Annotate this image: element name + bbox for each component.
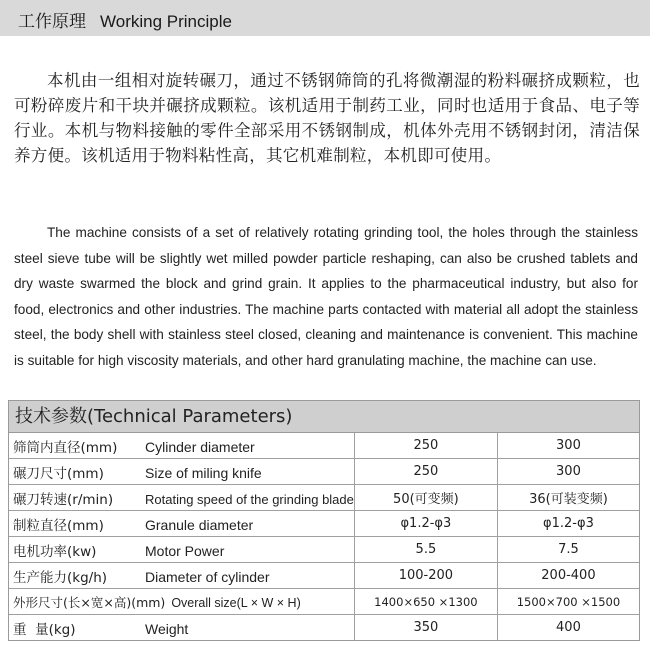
param-label-cn: 碾刀转速(r/min) [13,491,114,508]
param-value-model-1: 50(可变频) [354,485,497,511]
param-value-model-1: φ1.2-φ3 [354,511,497,537]
table-row [9,589,639,615]
parameters-grid [9,433,639,640]
param-value-model-2: 7.5 [497,537,639,563]
param-label [9,433,354,459]
param-label-cn: 筛筒内直径(mm) [13,439,118,456]
param-value-model-1: 350 [354,615,497,641]
parameters-table [8,400,640,641]
section-title-cn: 工作原理 [18,12,86,32]
param-label-cn: 电机功率(kw) [13,543,97,560]
param-label [9,511,354,537]
param-label-cn: 外形尺寸(长×宽×高)(mm) [13,594,166,610]
table-row [9,485,639,511]
param-label [9,589,354,615]
section-header [0,0,650,36]
param-value-model-2: 36(可装变频) [497,485,639,511]
table-title: 技术参数(Technical Parameters) [9,401,639,433]
section-title-en: Working Principle [100,12,232,31]
param-label-en: Overall size(L × W × H) [171,595,301,610]
table-row [9,433,639,459]
description-en: The machine consists of a set of relatively rotating grinding tool, the holes through the stainless steel sieve tube will be slightly wet milled powder particle reshaping, can also be crushed tablets and dry waste swarmed the block and grind grain. It applies to the pharmaceutical industry, but also for food, electronics and other industries. The machine parts contacted with material all adopt the stainless steel, the body shell with stainless steel closed, cleaning and maintenance is convenient. This machine is suitable for high viscosity materials, and other hard granulating machine, the machine can use. [14,225,638,368]
param-label-en: Weight [145,620,189,637]
param-label-cn: 生产能力(kg/h) [13,569,108,586]
param-value-model-1: 100-200 [354,563,497,589]
param-value-model-1: 250 [354,459,497,485]
param-value-model-2: 400 [497,615,639,641]
table-row [9,459,639,485]
param-label-en: Cylinder diameter [145,438,255,455]
param-value-model-1: 250 [354,433,497,459]
table-row [9,537,639,563]
param-value-model-2: 300 [497,433,639,459]
param-label [9,485,354,511]
param-label-cn: 重 量(kg) [13,621,76,638]
param-value-model-1: 1400×650 ×1300 [354,589,497,615]
param-label-cn: 碾刀尺寸(mm) [13,465,104,482]
param-value-model-2: 1500×700 ×1500 [497,589,639,615]
param-label-en: Granule diameter [145,516,254,533]
param-label-en: Rotating speed of the grinding blade [145,491,354,507]
param-value-model-2: 300 [497,459,639,485]
param-label [9,459,354,485]
section-title [18,7,232,32]
param-label [9,615,354,641]
param-value-model-1: 5.5 [354,537,497,563]
param-label [9,537,354,563]
table-row [9,511,639,537]
param-label [9,563,354,589]
table-row [9,563,639,589]
param-label-en: Diameter of cylinder [145,568,270,585]
param-value-model-2: φ1.2-φ3 [497,511,639,537]
param-value-model-2: 200-400 [497,563,639,589]
param-label-cn: 制粒直径(mm) [13,517,104,534]
table-row [9,615,639,641]
param-label-en: Motor Power [145,542,225,559]
description-cn: 本机由一组相对旋转碾刀，通过不锈钢筛筒的孔将微潮湿的粉料碾挤成颗粒，也可粉碎废片和干块并碾挤成颗粒。该机适用于制药工业，同时也适用于食品、电子等行业。本机与物料接触的零件全部采用不锈钢制成，机体外壳用不锈钢封闭，清洁保养方便。该机适用于物料粘性高，其它机难制粒，本机即可使用。 [14,71,640,165]
param-label-en: Size of miling knife [145,464,262,481]
